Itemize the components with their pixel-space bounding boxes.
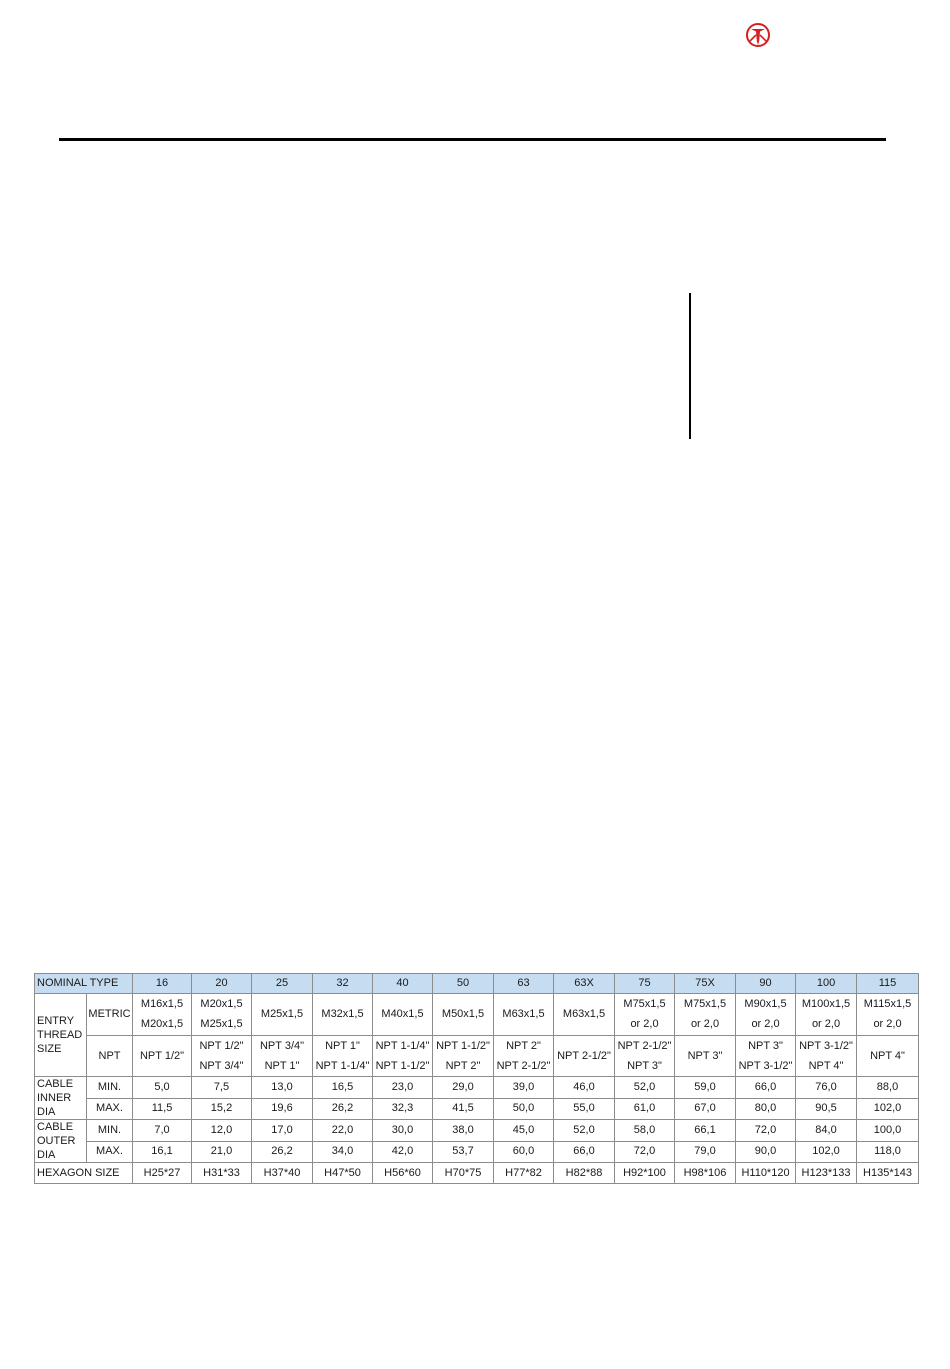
value-cell: 84,0 xyxy=(796,1120,857,1142)
type-header: 63X xyxy=(554,974,615,994)
value-cell: 16,5 xyxy=(313,1077,373,1099)
metric-value: M90x1,5 xyxy=(744,997,787,1010)
hex-cell: H56*60 xyxy=(373,1163,433,1184)
npt-value: NPT 3/4" xyxy=(199,1059,244,1072)
metric-cell xyxy=(615,994,675,1036)
metric-cell xyxy=(192,994,252,1036)
table-row xyxy=(35,1098,919,1120)
hexagon-size-label: HEXAGON SIZE xyxy=(35,1163,133,1184)
vertical-divider xyxy=(689,293,691,439)
entry-thread-size-label: ENTRY THREAD SIZE xyxy=(35,994,87,1077)
npt-cell xyxy=(252,1036,313,1077)
npt-value: NPT 2" xyxy=(445,1059,481,1072)
metric-value: M25x1,5 xyxy=(200,1018,243,1031)
value-cell: 19,6 xyxy=(252,1098,313,1120)
value-cell: 5,0 xyxy=(133,1077,192,1099)
npt-value: NPT 1-1/4" xyxy=(315,1059,370,1072)
npt-cell xyxy=(133,1036,192,1077)
value-cell: 12,0 xyxy=(192,1120,252,1142)
npt-label: NPT xyxy=(87,1036,133,1077)
table-row xyxy=(35,1141,919,1163)
metric-value: M20x1,5 xyxy=(140,1018,184,1031)
metric-value: M63x1,5 xyxy=(502,1008,545,1020)
value-cell: 72,0 xyxy=(736,1120,796,1142)
max-label: MAX. xyxy=(87,1098,133,1120)
npt-value: NPT 1-1/4" xyxy=(375,1039,430,1052)
value-cell: 102,0 xyxy=(857,1098,919,1120)
hex-cell: H92*100 xyxy=(615,1163,675,1184)
npt-value: NPT 1" xyxy=(325,1039,360,1052)
npt-value: NPT 4" xyxy=(808,1059,844,1072)
npt-cell xyxy=(615,1036,675,1077)
npt-cell xyxy=(433,1036,494,1077)
metric-cell xyxy=(313,994,373,1036)
value-cell: 26,2 xyxy=(313,1098,373,1120)
value-cell: 26,2 xyxy=(252,1141,313,1163)
hex-cell: H25*27 xyxy=(133,1163,192,1184)
value-cell: 39,0 xyxy=(494,1077,554,1099)
metric-value: M75x1,5 xyxy=(623,997,666,1010)
hex-cell: H77*82 xyxy=(494,1163,554,1184)
metric-label: METRIC xyxy=(87,994,133,1036)
metric-cell xyxy=(433,994,494,1036)
npt-value: NPT 3/4" xyxy=(259,1039,305,1052)
type-header: 75X xyxy=(675,974,736,994)
type-header: 20 xyxy=(192,974,252,994)
value-cell: 88,0 xyxy=(857,1077,919,1099)
value-cell: 60,0 xyxy=(494,1141,554,1163)
npt-value: NPT 3-1/2" xyxy=(738,1059,793,1072)
npt-value: NPT 2" xyxy=(506,1039,541,1052)
metric-value: M63x1,5 xyxy=(562,1008,606,1020)
value-cell: 15,2 xyxy=(192,1098,252,1120)
value-cell: 38,0 xyxy=(433,1120,494,1142)
table-row xyxy=(35,1036,919,1077)
npt-cell xyxy=(857,1036,919,1077)
min-label: MIN. xyxy=(87,1120,133,1142)
metric-cell xyxy=(796,994,857,1036)
value-cell: 32,3 xyxy=(373,1098,433,1120)
type-header: 75 xyxy=(615,974,675,994)
npt-value: NPT 2-1/2" xyxy=(617,1039,672,1052)
type-header: 90 xyxy=(736,974,796,994)
metric-cell xyxy=(736,994,796,1036)
spec-table xyxy=(34,973,919,1184)
npt-cell xyxy=(494,1036,554,1077)
value-cell: 30,0 xyxy=(373,1120,433,1142)
value-cell: 58,0 xyxy=(615,1120,675,1142)
metric-cell xyxy=(373,994,433,1036)
hex-cell: H135*143 xyxy=(857,1163,919,1184)
npt-cell xyxy=(554,1036,615,1077)
npt-cell xyxy=(675,1036,736,1077)
hex-cell: H70*75 xyxy=(433,1163,494,1184)
value-cell: 50,0 xyxy=(494,1098,554,1120)
header-row xyxy=(35,974,919,994)
type-header: 16 xyxy=(133,974,192,994)
npt-cell xyxy=(313,1036,373,1077)
header-rule xyxy=(59,138,886,141)
metric-value: M50x1,5 xyxy=(441,1008,485,1020)
value-cell: 90,0 xyxy=(736,1141,796,1163)
nominal-type-label: NOMINAL TYPE xyxy=(35,974,133,994)
metric-value: M75x1,5 xyxy=(683,997,727,1010)
cable-inner-dia-label: CABLE INNER DIA xyxy=(35,1077,87,1120)
value-cell: 34,0 xyxy=(313,1141,373,1163)
value-cell: 66,1 xyxy=(675,1120,736,1142)
type-header: 115 xyxy=(857,974,919,994)
npt-cell xyxy=(796,1036,857,1077)
hex-cell: H47*50 xyxy=(313,1163,373,1184)
hex-cell: H123*133 xyxy=(796,1163,857,1184)
value-cell: 41,5 xyxy=(433,1098,494,1120)
npt-value: NPT 3" xyxy=(748,1039,783,1052)
value-cell: 22,0 xyxy=(313,1120,373,1142)
max-label: MAX. xyxy=(87,1141,133,1163)
metric-value: M40x1,5 xyxy=(381,1008,424,1020)
npt-value: NPT 1" xyxy=(264,1059,300,1072)
npt-value: NPT 1-1/2" xyxy=(436,1039,490,1052)
table-row xyxy=(35,994,919,1036)
metric-cell xyxy=(133,994,192,1036)
metric-value: M115x1,5 xyxy=(863,997,912,1010)
value-cell: 59,0 xyxy=(675,1077,736,1099)
value-cell: 52,0 xyxy=(554,1120,615,1142)
value-cell: 29,0 xyxy=(433,1077,494,1099)
value-cell: 76,0 xyxy=(796,1077,857,1099)
value-cell: 13,0 xyxy=(252,1077,313,1099)
cable-outer-dia-label: CABLE OUTER DIA xyxy=(35,1120,87,1163)
table-row xyxy=(35,1077,919,1099)
npt-cell xyxy=(373,1036,433,1077)
metric-cell xyxy=(494,994,554,1036)
type-header: 25 xyxy=(252,974,313,994)
npt-value: NPT 2-1/2" xyxy=(496,1059,551,1072)
npt-value: NPT 3" xyxy=(627,1059,662,1072)
type-header: 100 xyxy=(796,974,857,994)
metric-value: or 2,0 xyxy=(751,1018,780,1031)
value-cell: 16,1 xyxy=(133,1141,192,1163)
value-cell: 7,5 xyxy=(192,1077,252,1099)
metric-value: or 2,0 xyxy=(811,1018,841,1031)
hex-cell: H110*120 xyxy=(736,1163,796,1184)
type-header: 40 xyxy=(373,974,433,994)
npt-value: NPT 3-1/2" xyxy=(799,1039,853,1052)
metric-cell xyxy=(554,994,615,1036)
value-cell: 66,0 xyxy=(554,1141,615,1163)
value-cell: 11,5 xyxy=(133,1098,192,1120)
value-cell: 72,0 xyxy=(615,1141,675,1163)
value-cell: 46,0 xyxy=(554,1077,615,1099)
value-cell: 66,0 xyxy=(736,1077,796,1099)
metric-cell xyxy=(252,994,313,1036)
metric-value: or 2,0 xyxy=(690,1018,720,1031)
table-row xyxy=(35,1120,919,1142)
metric-value: or 2,0 xyxy=(873,1018,902,1031)
type-header: 63 xyxy=(494,974,554,994)
value-cell: 90,5 xyxy=(796,1098,857,1120)
metric-cell xyxy=(857,994,919,1036)
npt-value: NPT 1-1/2" xyxy=(375,1059,430,1072)
metric-value: M20x1,5 xyxy=(200,997,243,1010)
metric-cell xyxy=(675,994,736,1036)
value-cell: 61,0 xyxy=(615,1098,675,1120)
table-row xyxy=(35,1163,919,1184)
type-header: 50 xyxy=(433,974,494,994)
value-cell: 102,0 xyxy=(796,1141,857,1163)
npt-value: NPT 3" xyxy=(687,1049,723,1062)
hex-cell: H31*33 xyxy=(192,1163,252,1184)
value-cell: 7,0 xyxy=(133,1120,192,1142)
npt-value: NPT 4" xyxy=(870,1049,905,1062)
min-label: MIN. xyxy=(87,1077,133,1099)
company-logo-icon xyxy=(745,22,771,48)
hex-cell: H98*106 xyxy=(675,1163,736,1184)
metric-value: or 2,0 xyxy=(630,1018,659,1031)
value-cell: 79,0 xyxy=(675,1141,736,1163)
hex-cell: H82*88 xyxy=(554,1163,615,1184)
value-cell: 100,0 xyxy=(857,1120,919,1142)
npt-cell xyxy=(736,1036,796,1077)
metric-value: M25x1,5 xyxy=(260,1008,304,1020)
value-cell: 17,0 xyxy=(252,1120,313,1142)
value-cell: 80,0 xyxy=(736,1098,796,1120)
npt-value: NPT 1/2" xyxy=(199,1039,244,1052)
type-header: 32 xyxy=(313,974,373,994)
metric-value: M32x1,5 xyxy=(321,1008,364,1020)
value-cell: 118,0 xyxy=(857,1141,919,1163)
value-cell: 21,0 xyxy=(192,1141,252,1163)
metric-value: M100x1,5 xyxy=(801,997,851,1010)
value-cell: 45,0 xyxy=(494,1120,554,1142)
value-cell: 55,0 xyxy=(554,1098,615,1120)
npt-cell xyxy=(192,1036,252,1077)
value-cell: 67,0 xyxy=(675,1098,736,1120)
npt-value: NPT 1/2" xyxy=(139,1049,185,1062)
value-cell: 23,0 xyxy=(373,1077,433,1099)
npt-value: NPT 2-1/2" xyxy=(557,1049,611,1062)
hex-cell: H37*40 xyxy=(252,1163,313,1184)
value-cell: 42,0 xyxy=(373,1141,433,1163)
value-cell: 53,7 xyxy=(433,1141,494,1163)
value-cell: 52,0 xyxy=(615,1077,675,1099)
metric-value: M16x1,5 xyxy=(140,997,184,1010)
